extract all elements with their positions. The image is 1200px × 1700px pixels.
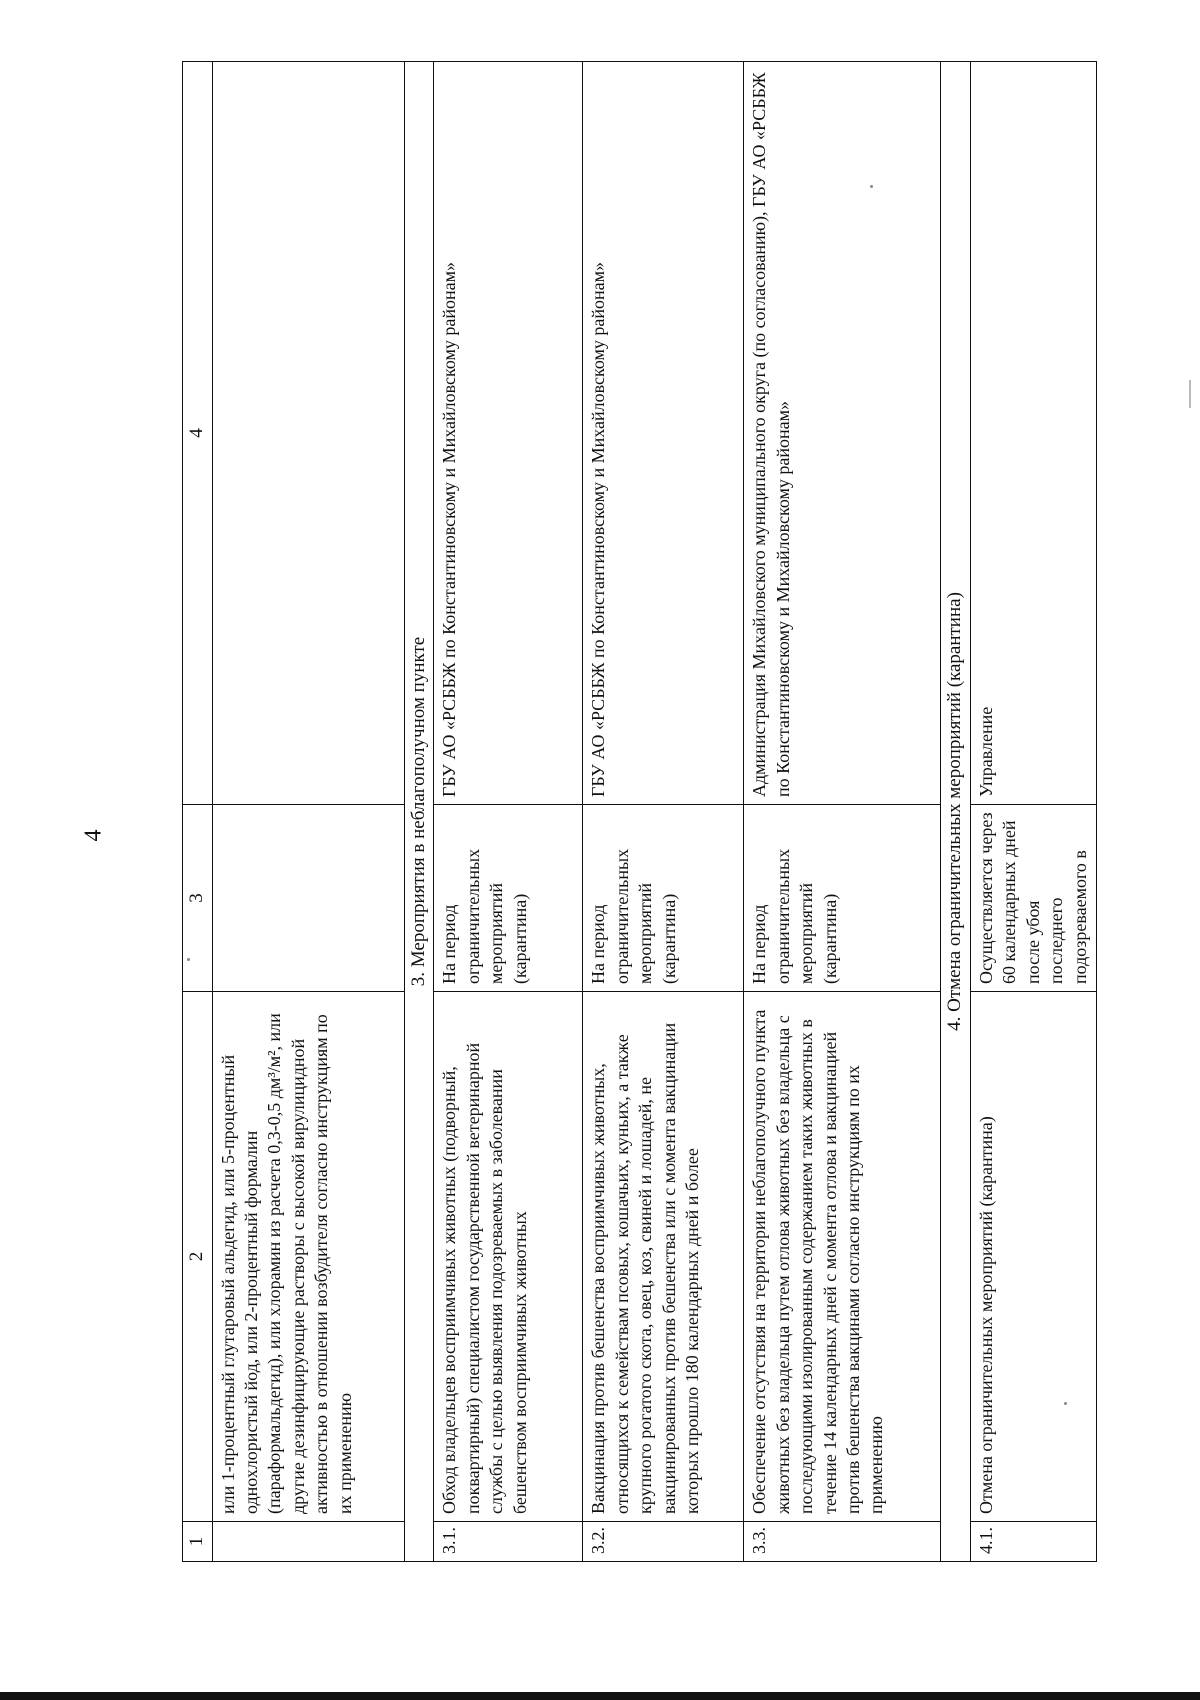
measure-cell: Обход владельцев восприимчивых животных (подворный, поквартирный) специалистом государственной ветеринарной службы с целью выявления подозреваемых в заболевании бешенством восприимчивых животных bbox=[434, 992, 583, 1522]
period-cell: На период ограничительных мероприятий (карантина) bbox=[583, 805, 744, 992]
section-4-title: 4. Отмена ограничительных мероприятий (карантина) bbox=[941, 62, 971, 1562]
column-header-3: 3 bbox=[183, 805, 213, 992]
period-cell bbox=[212, 805, 404, 992]
responsible-cell: ГБУ АО «РСББЖ по Константиновскому и Михайловскому районам» bbox=[434, 62, 583, 805]
section-3-heading-row bbox=[404, 62, 434, 1562]
row-number: 3.3. bbox=[744, 1522, 941, 1562]
measure-cell: Вакцинация против бешенства восприимчивых животных, относящихся к семействам псовых, кошачьих, куньих, а также крупного рогатого скота, овец, коз, свиней и лошадей, не вакцинированных против бешенства или с момента вакцинации которых прошло 180 календарных дней и более bbox=[583, 992, 744, 1522]
table-row-3-2 bbox=[583, 62, 744, 1562]
column-header-2: 2 bbox=[183, 992, 213, 1522]
measures-table bbox=[182, 61, 1097, 1562]
section-3-title: 3. Мероприятия в неблагополучном пункте bbox=[404, 62, 434, 1562]
table-row-3-1 bbox=[434, 62, 583, 1562]
responsible-cell bbox=[212, 62, 404, 805]
rotated-table-container bbox=[182, 62, 1090, 1562]
responsible-cell: Управление bbox=[971, 62, 1097, 805]
row-number bbox=[212, 1522, 404, 1562]
row-number: 3.1. bbox=[434, 1522, 583, 1562]
measure-cell: Отмена ограничительных мероприятий (карантина) bbox=[971, 992, 1097, 1522]
row-number: 3.2. bbox=[583, 1522, 744, 1562]
period-cell: На период ограничительных мероприятий (карантина) bbox=[434, 805, 583, 992]
section-4-heading-row bbox=[941, 62, 971, 1562]
scan-dot bbox=[870, 185, 873, 188]
measure-cell: или 1-процентный глутаровый альдегид, или 5-процентный однохлористый йод, или 2-процентный формалин (параформальдегид), или хлорамин из расчета 0,3-0,5 дм³/м², или другие дезинфицирующие растворы с высокой вирулицидной активностью в отношении возбудителя согласно инструкциям по их применению bbox=[212, 992, 404, 1522]
measure-cell: Обеспечение отсутствия на территории неблагополучного пункта животных без владельца путем отлова животных без владельца с последующими изолированным содержанием таких животных в течение 14 календарных дней с момента отлова и вакцинацией против бешенства вакцинами согласно инструкциям по их применению bbox=[744, 992, 941, 1522]
scan-mark bbox=[1189, 380, 1191, 408]
scan-dot bbox=[1064, 1402, 1067, 1405]
scan-dot bbox=[187, 958, 190, 961]
table-row-3-3 bbox=[744, 62, 941, 1562]
table-row-continued bbox=[212, 62, 404, 1562]
column-header-1: 1 bbox=[183, 1522, 213, 1562]
scan-edge-bar bbox=[0, 1692, 1200, 1700]
row-number: 4.1. bbox=[971, 1522, 1097, 1562]
column-header-4: 4 bbox=[183, 62, 213, 805]
responsible-cell: ГБУ АО «РСББЖ по Константиновскому и Михайловскому районам» bbox=[583, 62, 744, 805]
header-row bbox=[183, 62, 213, 1562]
table-row-4-1 bbox=[971, 62, 1097, 1562]
page-number: 4 bbox=[80, 829, 107, 842]
period-cell: На период ограничительных мероприятий (карантина) bbox=[744, 805, 941, 992]
period-cell: Осуществляется через 60 календарных дней после убоя последнего подозреваемого в bbox=[971, 805, 1097, 992]
responsible-cell: Администрация Михайловского муниципального округа (по согласованию), ГБУ АО «РСББЖ по Константиновскому и Михайловскому районам» bbox=[744, 62, 941, 805]
